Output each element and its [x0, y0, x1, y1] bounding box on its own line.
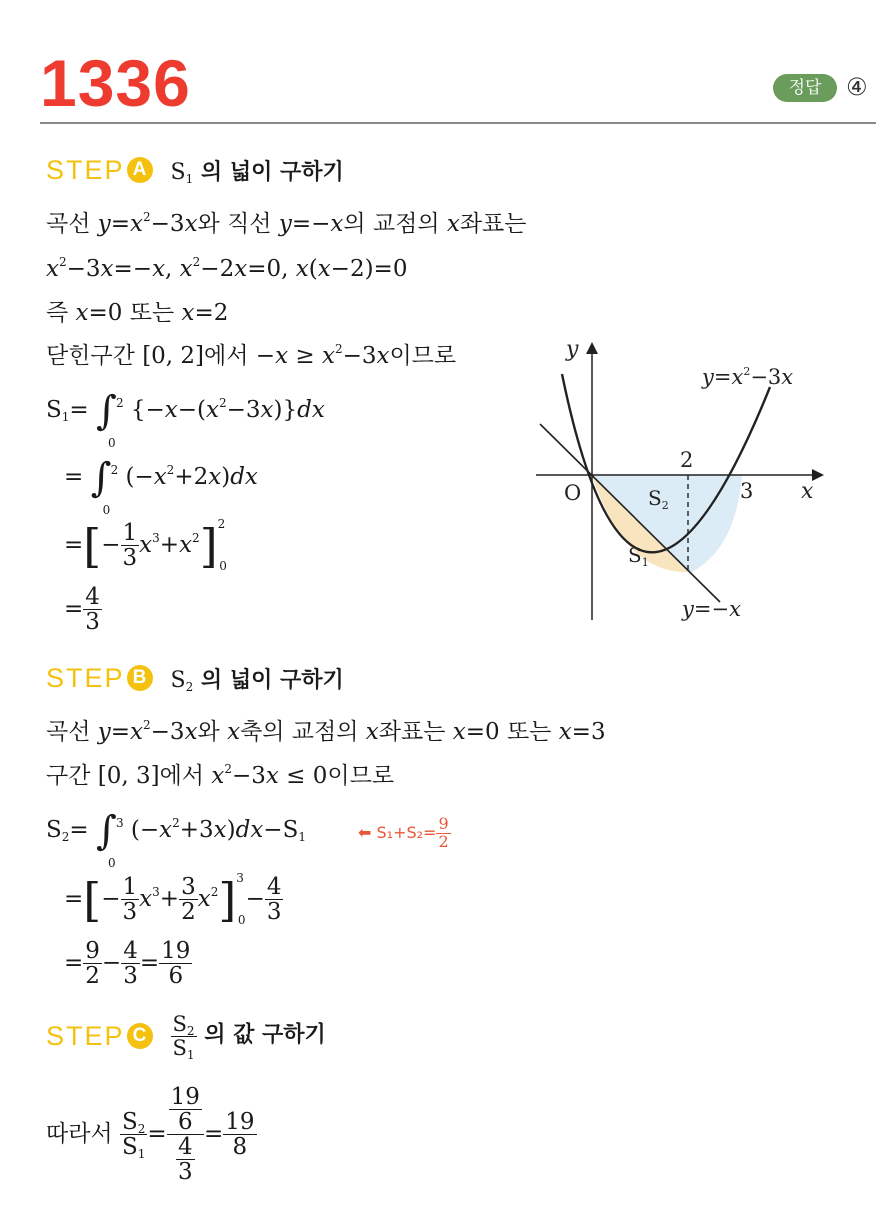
- x-axis-arrow: [812, 469, 824, 481]
- solution-line: 곡선 $y=x^2-3x$와 x축의 교점의 x좌표는 x=0 또는 x=3: [46, 718, 606, 745]
- y-axis-label: y: [566, 337, 579, 362]
- hint-note: ⬅ S₁+S₂= $\frac{9}{2}$: [358, 814, 449, 851]
- region-label-s1: $S_1$: [628, 543, 649, 569]
- curve-label: $y=x^2-3x$: [702, 365, 794, 389]
- tick-label-3: 3: [740, 479, 754, 503]
- step-a-heading: [46, 153, 344, 187]
- solution-line: 구간 [0, 3]에서 $x^2-3x \le 0$이므로: [46, 762, 395, 789]
- step-title: $\frac{S_2}{S_1}$ 의 값 구하기: [172, 1012, 326, 1062]
- step-label: STEP: [46, 154, 125, 185]
- step-letter-badge: C: [127, 1023, 153, 1049]
- y-axis-arrow: [586, 342, 598, 354]
- solution-line: 곡선 $y=x^2-3x$와 직선 y=−x의 교점의 x좌표는: [46, 210, 527, 237]
- equation-line: =[− $\frac{1}{3}$ $x^3+$ $\frac{3}{2}$ $x^2]^3_0-$ $\frac{4}{3}$: [64, 871, 282, 927]
- x-axis-label: x: [801, 479, 814, 504]
- origin-label: O: [564, 481, 582, 505]
- step-b-heading: [46, 661, 344, 695]
- equation-line: =[− $\frac{1}{3}$ $x^3+x^2]^2_0$: [64, 517, 227, 573]
- step-c-heading: [46, 1006, 326, 1066]
- answer-badge: 정답: [773, 74, 837, 102]
- equation-line: = ∫ 2 0 $(-x^2+2x)dx$: [64, 454, 258, 517]
- solution-line: $x^2-3x=-x$, $x^2-2x=0$, x(x−2)=0: [46, 255, 408, 282]
- equation-line: 따라서 $\frac{S_2}{S_1}$ = $\frac{\frac{19}{6}}{\frac{4}{3}}$ = $\frac{19}{8}$: [46, 1083, 255, 1186]
- step-label: STEP: [46, 662, 125, 693]
- equation-line: $S_2=$ ∫ 3 0 $(-x^2+3x)dx-S_1$: [46, 807, 306, 870]
- step-letter-badge: A: [127, 157, 153, 183]
- tick-label-2: 2: [680, 448, 694, 472]
- answer-value: ④: [846, 73, 868, 101]
- equation-line: $S_1=$ ∫ 2 0 $\{-x-(x^2-3x)\}dx$: [46, 387, 325, 450]
- solution-line: 닫힌구간 [0, 2]에서 $-x \ge x^2-3x$이므로: [46, 342, 457, 369]
- solution-line: 즉 x=0 또는 x=2: [46, 300, 229, 326]
- step-title: $S_1$ 의 넓이 구하기: [170, 159, 344, 186]
- step-title: $S_2$ 의 넓이 구하기: [170, 667, 344, 694]
- equation-line: = $\frac{9}{2}$ − $\frac{4}{3}$ = $\frac{19}{6}$: [64, 937, 191, 989]
- header-divider: [40, 122, 876, 124]
- region-label-s2: $S_2$: [648, 486, 669, 512]
- equation-line: = $\frac{4}{3}$: [64, 583, 100, 635]
- step-label: STEP: [46, 1020, 125, 1051]
- step-letter-badge: B: [127, 665, 153, 691]
- graph: [524, 330, 834, 630]
- problem-number: 1336: [40, 46, 191, 120]
- line-label: y=−x: [682, 597, 741, 621]
